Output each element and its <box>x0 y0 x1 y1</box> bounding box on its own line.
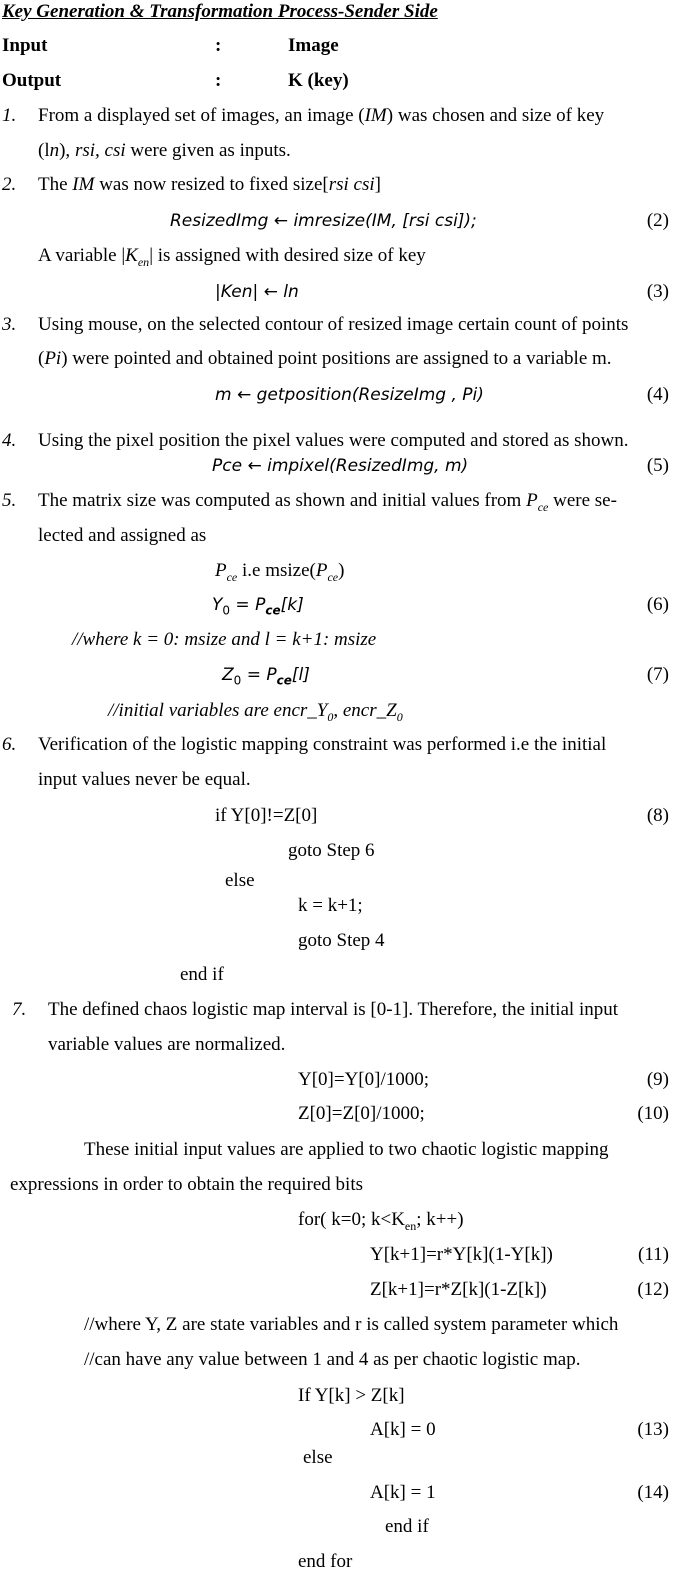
comment-where-k: //where k = 0: msize and l = k+1: msize <box>72 629 377 650</box>
equation-number-9: (9) <box>646 1069 669 1090</box>
step-3-line-2: (Pi) were pointed and obtained point positions are assigned to a variable m. <box>38 348 612 369</box>
end-for: end for <box>298 1551 353 1572</box>
if-condition-1: if Y[0]!=Z[0] <box>215 805 318 826</box>
step-2-line-1: The IM was now resized to fixed size[rsi csi] <box>38 174 381 195</box>
for-loop: for( k=0; $k<K_{en}$; k++) <box>298 1209 464 1233</box>
equation-number-12: (12) <box>637 1279 669 1300</box>
page-title: Key Generation & Transformation Process-Sender Side <box>2 1 438 22</box>
end-if-1: end if <box>180 964 224 985</box>
step-5-line-2: lected and assigned as <box>38 525 207 546</box>
goto-step-6: goto Step 6 <box>288 840 375 861</box>
logistic-map-z: Z[k+1]=r*Z[k](1-Z[k]) <box>370 1279 547 1300</box>
step-number-5: 5. <box>2 490 17 511</box>
assign-a-zero: A[k] = 0 <box>370 1419 436 1440</box>
step-number-4: 4. <box>2 430 17 451</box>
step-number-1: 1. <box>2 105 17 126</box>
step-5-line-1: The matrix size was computed as shown and initial values from $P_{ce}$ were se- <box>38 490 617 514</box>
equation-number-11: (11) <box>638 1244 669 1265</box>
output-colon: : <box>215 70 222 91</box>
end-if-2: end if <box>385 1516 429 1537</box>
paragraph-line-1: These initial input values are applied to two chaotic logistic mapping <box>84 1139 609 1160</box>
if-condition-2: If Y[k] > Z[k] <box>298 1385 405 1406</box>
step-4-line-1: Using the pixel position the pixel values were computed and stored as shown. <box>38 430 629 451</box>
step-7-line-2: variable values are normalized. <box>48 1034 286 1055</box>
step-7-line-1: The defined chaos logistic map interval is [0-1]. Therefore, the initial input <box>48 999 618 1020</box>
output-label: Output <box>2 70 62 91</box>
input-colon: : <box>215 35 222 56</box>
else-1: else <box>225 870 255 891</box>
step-1-line-2: (ln), rsi, csi were given as inputs. <box>38 140 291 161</box>
step-6-line-2: input values never be equal. <box>38 769 251 790</box>
step-1-line-1: From a displayed set of images, an image (IM) was chosen and size of key <box>38 105 605 126</box>
equation-6: $Y_0 = P_{ce}[k]$ <box>212 595 304 618</box>
step-number-3: 3. <box>2 314 17 335</box>
equation-number-13: (13) <box>637 1419 669 1440</box>
equation-number-8: (8) <box>646 805 669 826</box>
step-number-7: 7. <box>12 999 27 1020</box>
assign-a-one: A[k] = 1 <box>370 1482 436 1503</box>
step-5-line-3: $P_{ce}$ i.e $msize(P_{ce})$ <box>215 560 345 584</box>
equation-number-4: (4) <box>646 384 669 405</box>
else-2: else <box>303 1447 333 1468</box>
step-6-line-1: Verification of the logistic mapping constraint was performed i.e the initial <box>38 734 607 755</box>
comment-system-parameter: //can have any value between 1 and 4 as per chaotic logistic map. <box>84 1349 581 1370</box>
normalize-z: Z[0]=Z[0]/1000; <box>298 1103 425 1124</box>
logistic-map-y: Y[k+1]=r*Y[k](1-Y[k]) <box>370 1244 553 1265</box>
goto-step-4: goto Step 4 <box>298 930 385 951</box>
equation-2: ResizedImg ← imresize(IM, [rsi csi]); <box>170 211 477 231</box>
equation-4: m ← getposition(ResizeImg , Pi) <box>215 385 484 405</box>
equation-number-10: (10) <box>637 1103 669 1124</box>
equation-7: $Z_0 = P_{ce}[l]$ <box>222 665 310 688</box>
step-3-line-1: Using mouse, on the selected contour of resized image certain count of points <box>38 314 629 335</box>
step-2-line-2: A variable $|K_{en}|$ is assigned with desired size of key <box>38 245 426 269</box>
equation-3: |Ken| ← ln <box>215 282 299 302</box>
normalize-y: Y[0]=Y[0]/1000; <box>298 1069 430 1090</box>
comment-initial-variables: //initial variables are $encr\_Y_0$, $encr\_Z_0$ <box>108 700 403 724</box>
equation-number-3: (3) <box>646 281 669 302</box>
output-value: K (key) <box>288 70 349 91</box>
equation-number-7: (7) <box>646 664 669 685</box>
k-increment: k = k+1; <box>298 895 363 916</box>
input-value: Image <box>288 35 339 56</box>
equation-number-6: (6) <box>646 594 669 615</box>
paragraph-line-2: expressions in order to obtain the required bits <box>10 1174 364 1195</box>
step-number-6: 6. <box>2 734 17 755</box>
equation-5: Pce ← impixel(ResizedImg, m) <box>212 456 469 476</box>
equation-number-2: (2) <box>646 210 669 231</box>
input-label: Input <box>2 35 48 56</box>
comment-state-variables: //where Y, Z are state variables and r is called system parameter which <box>84 1314 619 1335</box>
step-number-2: 2. <box>2 174 17 195</box>
equation-number-14: (14) <box>637 1482 669 1503</box>
equation-number-5: (5) <box>646 455 669 476</box>
